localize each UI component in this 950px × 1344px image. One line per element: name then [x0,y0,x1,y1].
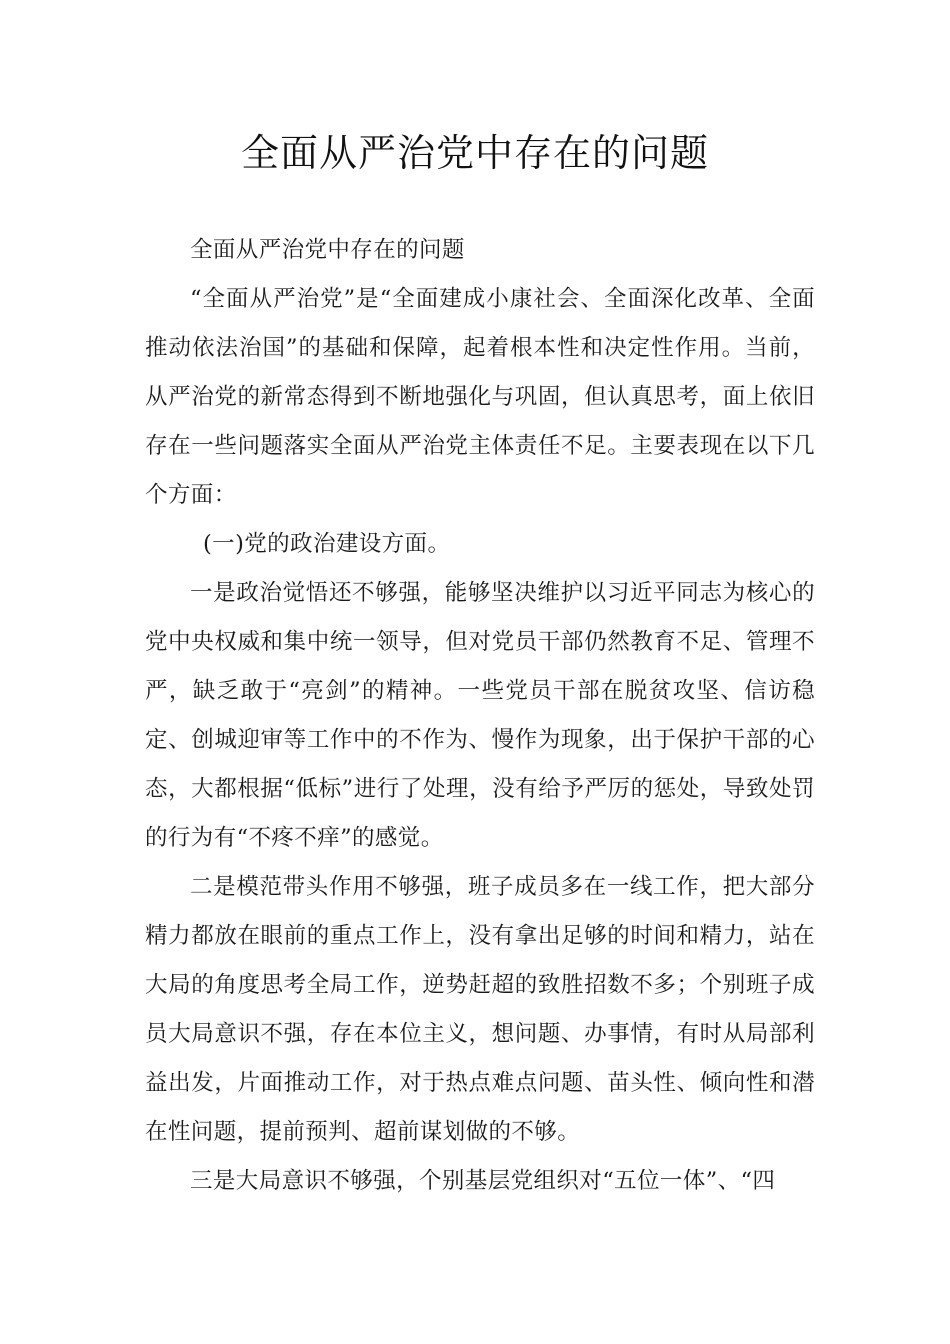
paragraph-point-3: 三是大局意识不够强，个别基层党组织对“五位一体”、“四 [190,1168,776,1194]
section-heading: (一)党的政治建设方面。 [203,531,451,557]
paragraph-point-2: 二是模范带头作用不够强，班子成员多在一线工作，把大部分精力都放在眼前的重点工作上，没有拿出足够的时间和精力，站在大局的角度思考全局工作，逆势赶超的致胜招数不多；个别班子成员大局意识不强，存在本位主义，想问题、办事情，有时从局部利益出发，片面推动工作，对于热点难点问题、苗头性、倾向性和潜在性问题，提前预判、超前谋划做的不够。 [145,874,815,1145]
paragraph-heading: 全面从严治党中存在的问题 [190,237,465,263]
paragraph-point-1: 一是政治觉悟还不够强，能够坚决维护以习近平同志为核心的党中央权威和集中统一领导，但对党员干部仍然教育不足、管理不严，缺乏敢于“亮剑”的精神。一些党员干部在脱贫攻坚、信访稳定、创城迎审等工作中的不作为、慢作为现象，出于保护干部的心态，大都根据“低标”进行了处理，没有给予严厉的惩处，导致处罚的行为有“不疼不痒”的感觉。 [145,580,815,851]
paragraph-intro: “全面从严治党”是“全面建成小康社会、全面深化改革、全面推动依法治国”的基础和保障，起着根本性和决定性作用。当前，从严治党的新常态得到不断地强化与巩固，但认真思考，面上依旧存在一些问题落实全面从严治党主体责任不足。主要表现在以下几个方面： [145,286,815,508]
document-body [145,226,815,1206]
document-title: 全面从严治党中存在的问题 [240,131,709,175]
